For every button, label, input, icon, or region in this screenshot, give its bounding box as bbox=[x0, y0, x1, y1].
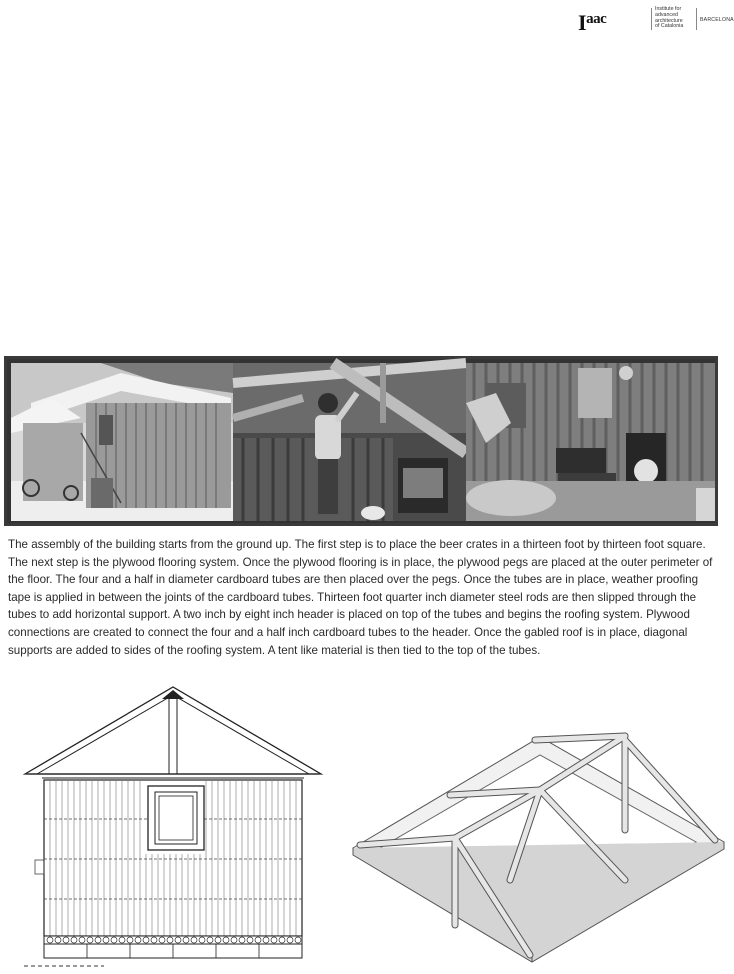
logo-divider bbox=[651, 8, 652, 30]
logo-mark: $I^{aac}$ bbox=[578, 10, 607, 35]
assembly-description: The assembly of the building starts from the ground up. The first step is to place the beer crates in a thirteen foot by thirteen foot square. The next step is the plywood flooring system. Once the plywood flooring is in place, the plywood pegs are placed at the outer perimeter of the floor. The four and a half in diameter cardboard tubes are then placed over the pegs. Once the tubes are in place, weather proofing tape is applied in between the joints of the cardboard tubes. Thirteen foot quarter inch diameter steel rods are then slipped through the tubes to add horizontal support. A two inch by eight inch header is placed on top of the tubes and begins the roofing system. Plywood connections are created to connect the four and a half inch cardboard tubes to the header. Once the gabled roof is in place, diagonal supports are added to sides of the roofing system. A tent like material is then tied to the top of the tubes. bbox=[8, 538, 713, 657]
institute-line: Institute for bbox=[655, 6, 682, 12]
institute-line: of Catalonia bbox=[655, 23, 684, 30]
iaac-logo bbox=[578, 6, 734, 35]
roof-axonometric-drawing bbox=[350, 730, 730, 965]
logo-divider bbox=[696, 8, 697, 30]
logo-institute-text bbox=[655, 7, 695, 30]
front-elevation-drawing bbox=[24, 684, 324, 969]
photo-shelter-exterior bbox=[11, 363, 233, 521]
photo-strip bbox=[4, 356, 718, 526]
photo-worker-assembly bbox=[233, 363, 466, 521]
photo-shelter-interior bbox=[466, 363, 715, 521]
logo-city: BARCELONA bbox=[700, 17, 734, 23]
institute-line: advanced bbox=[655, 11, 678, 18]
institute-line: architecture bbox=[655, 17, 683, 24]
